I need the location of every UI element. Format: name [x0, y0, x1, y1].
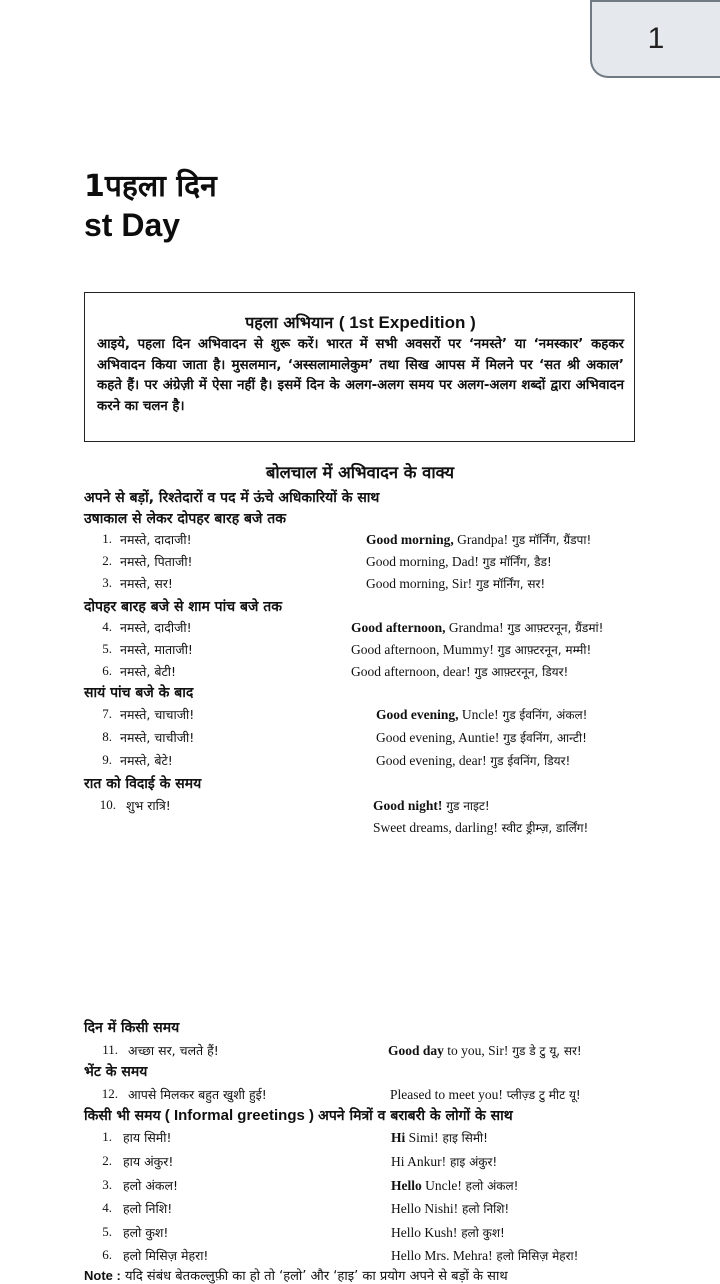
english-bold: Hello	[391, 1178, 422, 1193]
transliteration: हलो मिसिज़ मेहरा!	[492, 1249, 579, 1263]
page-number-badge: 1	[590, 0, 720, 78]
note-text: यदि संबंध बेतकल्लुफ़ी का हो तो ‘हलो’ और ‘हाइ’ का प्रयोग अपने से बड़ों के साथ	[120, 1269, 508, 1284]
english-phrase	[391, 1247, 578, 1264]
transliteration: गुड मॉर्निंग, डैड!	[478, 555, 552, 569]
item-number: 4.	[102, 1200, 112, 1215]
hindi-phrase: नमस्ते, पिताजी!	[120, 554, 193, 569]
group-heading-meeting: भेंट के समय	[84, 1064, 148, 1080]
english-rest: Good afternoon, dear!	[351, 664, 471, 679]
group-heading-anytime_day: दिन में किसी समय	[84, 1020, 180, 1036]
english-rest: Pleased to meet you!	[390, 1087, 503, 1102]
item-number: 5.	[102, 1224, 112, 1239]
greeting-row	[0, 1086, 720, 1108]
english-phrase	[391, 1153, 497, 1170]
greeting-row	[0, 819, 720, 841]
hindi-phrase: हलो अंकल!	[123, 1178, 178, 1193]
transliteration: गुड ईवनिंग, डियर!	[486, 754, 571, 768]
english-bold: Good morning,	[366, 532, 454, 547]
english-phrase	[376, 752, 570, 769]
english-phrase	[366, 531, 591, 548]
english-bold: Good day	[388, 1043, 444, 1058]
expedition-title-english: ( 1st Expedition )	[338, 313, 476, 332]
greeting-row	[0, 797, 720, 819]
transliteration: गुड ईवनिंग, आन्टी!	[499, 731, 587, 745]
english-phrase	[376, 729, 587, 746]
group-heading-informal	[84, 1106, 513, 1125]
english-phrase	[390, 1086, 581, 1103]
english-phrase	[373, 797, 490, 814]
item-number: 2.	[102, 1153, 112, 1168]
english-phrase	[366, 553, 552, 570]
english-phrase	[391, 1129, 488, 1146]
item-number: 6.	[102, 663, 112, 678]
transliteration: हाइ सिमी!	[438, 1131, 488, 1145]
expedition-box	[84, 292, 635, 442]
sub-heading-elders: अपने से बड़ों, रिश्तेदारों व पद में ऊंचे अधिकारियों के साथ	[84, 490, 380, 506]
hindi-phrase: नमस्ते, दादाजी!	[120, 532, 192, 547]
english-phrase	[391, 1200, 509, 1217]
hindi-phrase: नमस्ते, चाचाजी!	[120, 707, 195, 722]
greeting-row	[0, 663, 720, 685]
day-title	[84, 168, 217, 244]
item-number: 5.	[102, 641, 112, 656]
item-number: 10.	[99, 797, 116, 812]
section-heading: बोलचाल में अभिवादन के वाक्य	[265, 463, 455, 482]
english-phrase	[351, 641, 591, 658]
transliteration: गुड नाइट!	[442, 799, 490, 813]
greeting-row	[0, 1153, 720, 1175]
english-phrase	[391, 1177, 518, 1194]
item-number: 11.	[102, 1042, 118, 1057]
hindi-phrase: नमस्ते, बेटे!	[120, 753, 173, 768]
transliteration: स्वीट ड्रीम्ज़, डार्लिंग!	[497, 821, 589, 835]
english-rest: Uncle!	[458, 707, 499, 722]
greeting-row	[0, 1177, 720, 1199]
english-phrase	[376, 706, 587, 723]
transliteration: गुड आफ़्टरनून, डियर!	[470, 665, 569, 679]
item-number: 12.	[101, 1086, 118, 1101]
note-label: Note :	[84, 1268, 121, 1283]
hindi-phrase: नमस्ते, सर!	[120, 576, 173, 591]
transliteration: हलो निशि!	[458, 1202, 510, 1216]
english-rest: Hello Nishi!	[391, 1201, 459, 1216]
group-heading-night: रात को विदाई के समय	[84, 776, 202, 792]
item-number: 3.	[102, 575, 112, 590]
english-phrase	[351, 619, 603, 636]
english-bold: Good evening,	[376, 707, 459, 722]
item-number: 7.	[102, 706, 112, 721]
english-rest: Good morning, Sir!	[366, 576, 473, 591]
hindi-phrase: नमस्ते, बेटी!	[120, 664, 177, 679]
english-rest: Hi Ankur!	[391, 1154, 447, 1169]
hindi-phrase: हलो मिसिज़ मेहरा!	[123, 1248, 209, 1263]
transliteration: गुड मॉर्निंग, ग्रैंडपा!	[508, 533, 592, 547]
day-title-english: st Day	[84, 207, 181, 243]
greeting-row	[0, 553, 720, 575]
heading-part-a: किसी भी समय	[84, 1108, 161, 1124]
transliteration: हाइ अंकुर!	[446, 1155, 498, 1169]
transliteration: हलो कुश!	[457, 1226, 505, 1240]
expedition-body: आइये, पहला दिन अभिवादन से शुरू करें। भारत में सभी अवसरों पर ‘नमस्ते’ या ‘नमस्कार’ कहकर अभिवादन किया जाता है। मुसलमान, ‘अस्सलामालेकुम’ तथा सिख आपस में मिलने पर ‘सत श्री अकाल’ कहते हैं। पर अंग्रेज़ी में ऐसा नहीं है। इसमें दिन के अलग-अलग समय पर अलग-अलग शब्दों द्वारा अभिवादन करने का चलन है।	[97, 337, 624, 414]
greeting-row	[0, 575, 720, 597]
english-rest: Grandpa!	[453, 532, 509, 547]
greeting-row	[0, 752, 720, 774]
greeting-row	[0, 619, 720, 641]
english-phrase	[391, 1224, 505, 1241]
greeting-row	[0, 706, 720, 728]
transliteration: गुड मॉर्निंग, सर!	[472, 577, 546, 591]
greeting-row	[0, 641, 720, 663]
english-rest: Good morning, Dad!	[366, 554, 479, 569]
english-rest: Good evening, dear!	[376, 753, 487, 768]
hindi-phrase: हलो निशि!	[123, 1201, 173, 1216]
item-number: 8.	[102, 729, 112, 744]
hindi-phrase: हाय सिमी!	[123, 1130, 172, 1145]
item-number: 1.	[102, 1129, 112, 1144]
group-heading-evening: सायं पांच बजे के बाद	[84, 685, 194, 701]
english-bold: Hi	[391, 1130, 406, 1145]
english-rest: Hello Kush!	[391, 1225, 458, 1240]
expedition-title-hindi: पहला अभियान	[245, 313, 334, 332]
greeting-row	[0, 1042, 720, 1064]
group-heading-afternoon: दोपहर बारह बजे से शाम पांच बजे तक	[84, 599, 283, 615]
item-number: 9.	[102, 752, 112, 767]
hindi-phrase: हाय अंकुर!	[123, 1154, 174, 1169]
item-number: 1.	[102, 531, 112, 546]
english-rest: Sweet dreams, darling!	[373, 820, 498, 835]
greeting-row	[0, 531, 720, 553]
hindi-phrase: नमस्ते, चाचीजी!	[120, 730, 195, 745]
greeting-row	[0, 1200, 720, 1222]
english-rest: Good evening, Auntie!	[376, 730, 500, 745]
english-rest: Grandma!	[445, 620, 504, 635]
hindi-phrase: नमस्ते, दादीजी!	[120, 620, 192, 635]
transliteration: गुड डे टु यू, सर!	[508, 1044, 582, 1058]
transliteration: हलो अंकल!	[461, 1179, 519, 1193]
english-bold: Good afternoon,	[351, 620, 446, 635]
group-heading-morning: उषाकाल से लेकर दोपहर बारह बजे तक	[84, 511, 287, 527]
hindi-phrase: शुभ रात्रि!	[126, 798, 171, 813]
item-number: 3.	[102, 1177, 112, 1192]
greeting-row	[0, 729, 720, 751]
item-number: 6.	[102, 1247, 112, 1262]
hindi-phrase: आपसे मिलकर बहुत खुशी हुई!	[128, 1087, 267, 1102]
transliteration: गुड आफ़्टरनून, ग्रैंडमां!	[503, 621, 604, 635]
transliteration: गुड ईवनिंग, अंकल!	[498, 708, 588, 722]
english-bold: Good night!	[373, 798, 443, 813]
day-title-hindi: 1पहला दिन	[84, 169, 217, 204]
transliteration: गुड आफ़्टरनून, मम्मी!	[493, 643, 592, 657]
heading-part-english: ( Informal greetings )	[160, 1107, 319, 1124]
hindi-phrase: हलो कुश!	[123, 1225, 169, 1240]
english-phrase	[351, 663, 568, 680]
item-number: 4.	[102, 619, 112, 634]
english-rest: to you, Sir!	[443, 1043, 509, 1058]
greeting-row	[0, 1224, 720, 1246]
footnote	[84, 1266, 720, 1284]
english-phrase	[373, 819, 588, 836]
english-rest: Simi!	[405, 1130, 439, 1145]
english-rest: Uncle!	[421, 1178, 462, 1193]
english-phrase	[366, 575, 545, 592]
item-number: 2.	[102, 553, 112, 568]
expedition-title	[97, 311, 624, 333]
english-phrase	[388, 1042, 582, 1059]
english-rest: Good afternoon, Mummy!	[351, 642, 494, 657]
hindi-phrase: अच्छा सर, चलते हैं!	[128, 1043, 219, 1058]
english-rest: Hello Mrs. Mehra!	[391, 1248, 493, 1263]
hindi-phrase: नमस्ते, माताजी!	[120, 642, 193, 657]
transliteration: प्लीज़्ड टु मीट यू!	[502, 1088, 581, 1102]
heading-part-b: अपने मित्रों व बराबरी के लोगों के साथ	[318, 1108, 513, 1124]
greeting-row	[0, 1129, 720, 1151]
